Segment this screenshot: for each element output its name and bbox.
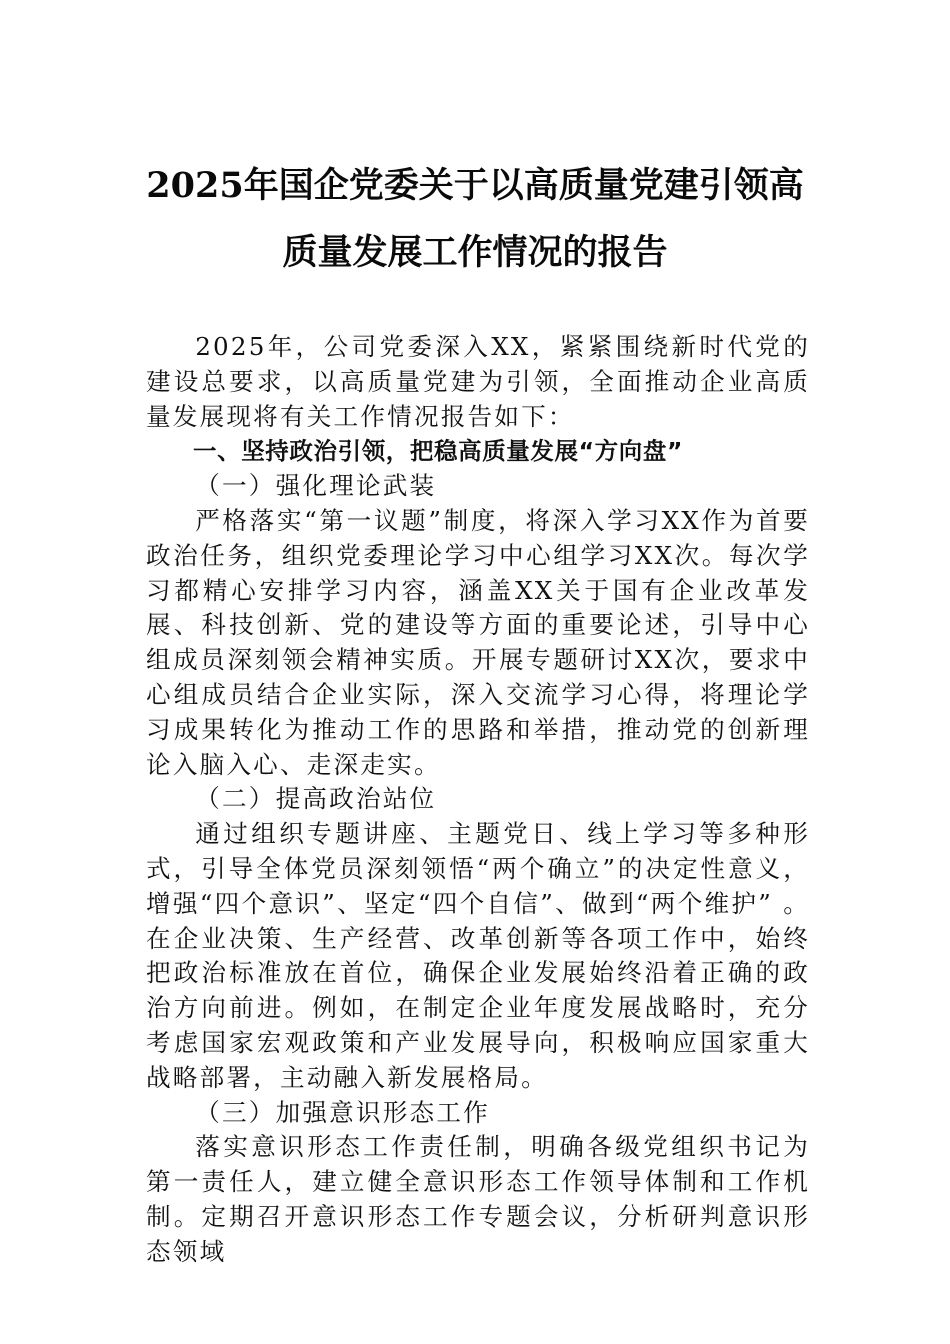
subsection-2-heading: （二）提高政治站位 <box>195 784 437 814</box>
subsection-1-heading: （一）强化理论武装 <box>195 471 437 501</box>
subsection-1-paragraph: 严格落实“第一议题”制度，将深入学习XX作为首要政治任务，组织党委理论学习中心组学习XX次。每次学习都精心安排学习内容，涵盖XX关于国有企业改革发展、科技创新、党的建设等方面的重要论述，引导中心组成员深刻领会精神实质。开展专题研讨XX次，要求中心组成员结合企业实际，深入交流学习心得，将理论学习成果转化为推动工作的思路和举措，推动党的创新理论入脑入心、走深走实。 <box>146 505 810 779</box>
intro-paragraph: 2025年，公司党委深入XX，紧紧围绕新时代党的建设总要求，以高质量党建为引领，全面推动企业高质量发展现将有关工作情况报告如下： <box>146 332 810 431</box>
subsection-3-heading: （三）加强意识形态工作 <box>195 1097 490 1127</box>
subsection-3-paragraph: 落实意识形态工作责任制，明确各级党组织书记为第一责任人，建立健全意识形态工作领导体制和工作机制。定期召开意识形态工作专题会议，分析研判意识形态领域 <box>146 1132 810 1266</box>
section-1-heading: 一、坚持政治引领，把稳高质量发展“方向盘” <box>193 437 683 466</box>
document-body <box>146 330 810 1270</box>
document-title-line-1: 2025年国企党委关于以高质量党建引领高 <box>146 165 804 206</box>
subsection-2-paragraph: 通过组织专题讲座、主题党日、线上学习等多种形式，引导全体党员深刻领悟“两个确立”的决定性意义，增强“四个意识”、坚定“四个自信”、做到“两个维护” 。在企业决策、生产经营、改革创新等各项工作中，始终把政治标准放在首位，确保企业发展始终沿着正确的政治方向前进。例如，在制定企业年度发展战略时，充分考虑国家宏观政策和产业发展导向，积极响应国家重大战略部署，主动融入新发展格局。 <box>146 819 810 1092</box>
document-title-line-2: 质量发展工作情况的报告 <box>282 232 668 273</box>
